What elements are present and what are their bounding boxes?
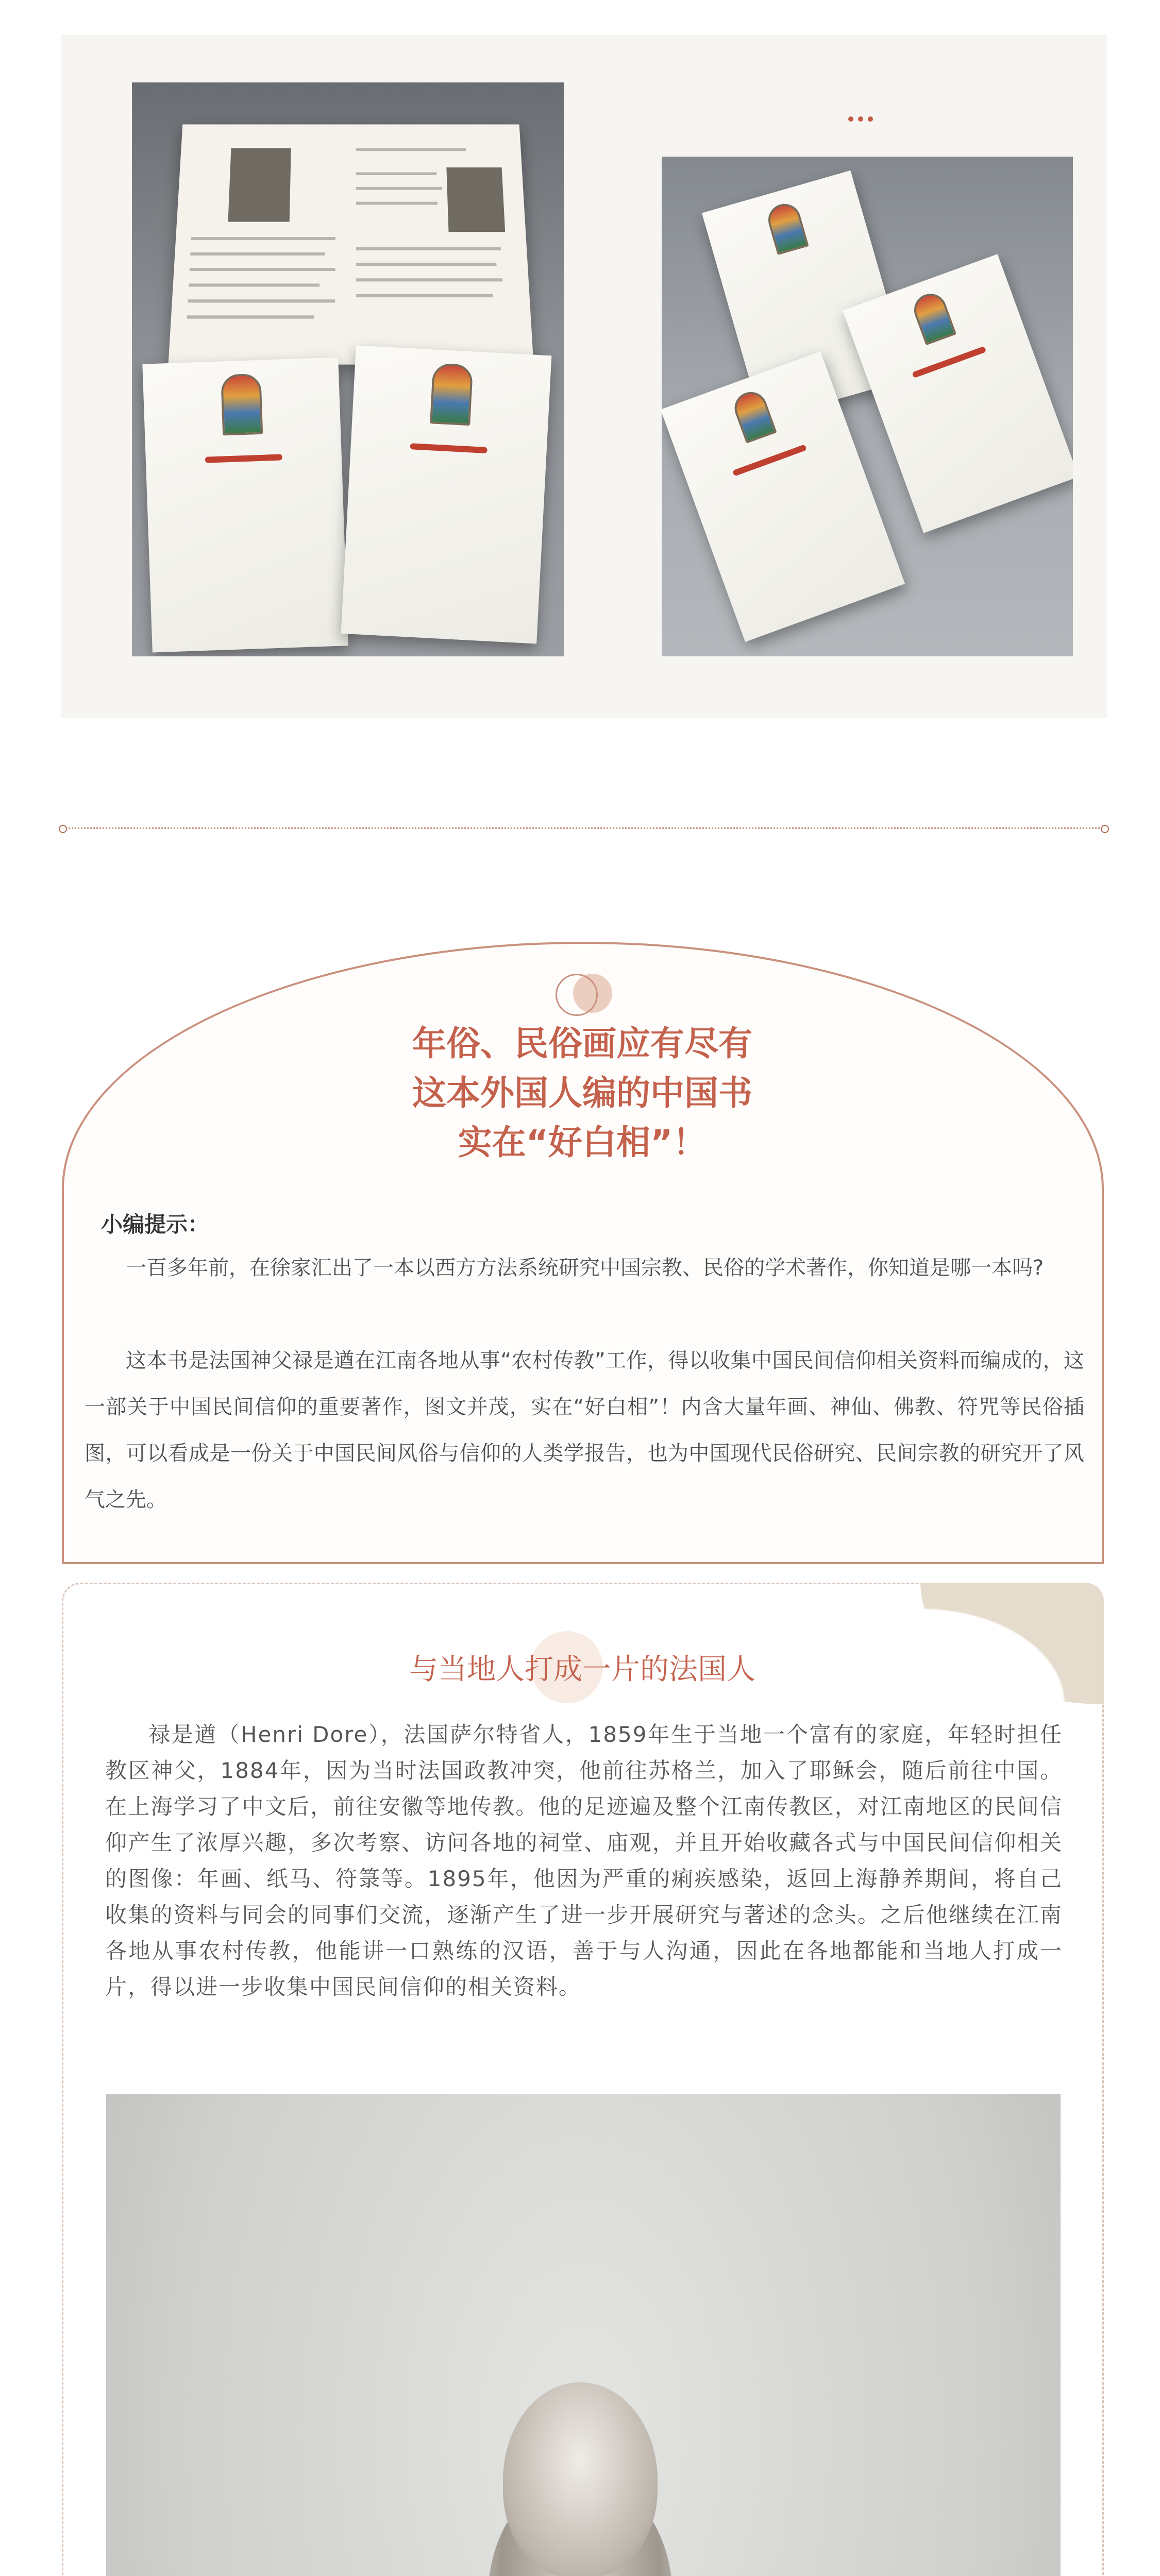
arch-title-line: 年俗、民俗画应有尽有 xyxy=(412,1024,752,1063)
arch-title-line: 实在“好白相”！ xyxy=(458,1123,707,1162)
overlapping-circles-icon xyxy=(556,974,612,1015)
book-cover xyxy=(662,351,905,642)
arch-title-line: 这本外国人编的中国书 xyxy=(412,1073,752,1113)
book-cover xyxy=(142,358,348,653)
book-photo-stack xyxy=(662,157,1073,656)
open-book-mockup xyxy=(169,124,534,364)
book-photo-open xyxy=(132,82,564,656)
biography-paragraph: 禄是遒（Henri Dore），法国萨尔特省人，1859年生于当地一个富有的家庭，年轻时担任教区神父，1884年，因为当时法国政教冲突，他前往苏格兰，加入了耶稣会，随后前往中国。在上海学习了中文后，前往安徽等地传教。他的足迹遍及整个江南传教区，对江南地区的民间信仰产生了浓厚兴趣，多次考察、访问各地的祠堂、庙观，并且开始收藏各式与中国民间信仰相关的图像：年画、纸马、符箓等。1895年，他因为严重的痢疾感染，返回上海静养期间，将自己收集的资料与同会的同事们交流，逐渐产生了进一步开展研究与著述的念头。之后他继续在江南各地从事农村传教，他能讲一口熟练的汉语，善于与人沟通，因此在各地都能和当地人打成一片，得以进一步收集中国民间信仰的相关资料。 xyxy=(105,1722,1063,1999)
section-title: 与当地人打成一片的法国人 xyxy=(409,1653,755,1686)
section-divider xyxy=(62,827,1106,829)
corner-leaf-cutout xyxy=(920,1583,1104,1704)
book-photo-panel xyxy=(61,35,1107,718)
book-cover xyxy=(341,345,552,643)
three-dots-icon xyxy=(848,116,873,122)
intro-paragraph-2: 这本书是法国神父禄是遒在江南各地从事“农村传教”工作，得以收集中国民间信仰相关资料而编成的，这一部关于中国民间信仰的重要著作，图文并茂，实在“好白相”！内含大量年画、神仙、佛教、符咒等民俗插图，可以看成是一份关于中国民间风俗与信仰的人类学报告，也为中国现代民俗研究、民间宗教的研究开了风气之先。 xyxy=(85,1349,1084,1512)
arch-title xyxy=(268,1019,897,1167)
intro-paragraph-1: 一百多年前，在徐家汇出了一本以西方方法系统研究中国宗教、民俗的学术著作，你知道是哪一本吗? xyxy=(126,1256,1044,1280)
editor-tip-label: 小编提示： xyxy=(101,1212,210,1237)
portrait-photo xyxy=(106,2094,1061,2576)
